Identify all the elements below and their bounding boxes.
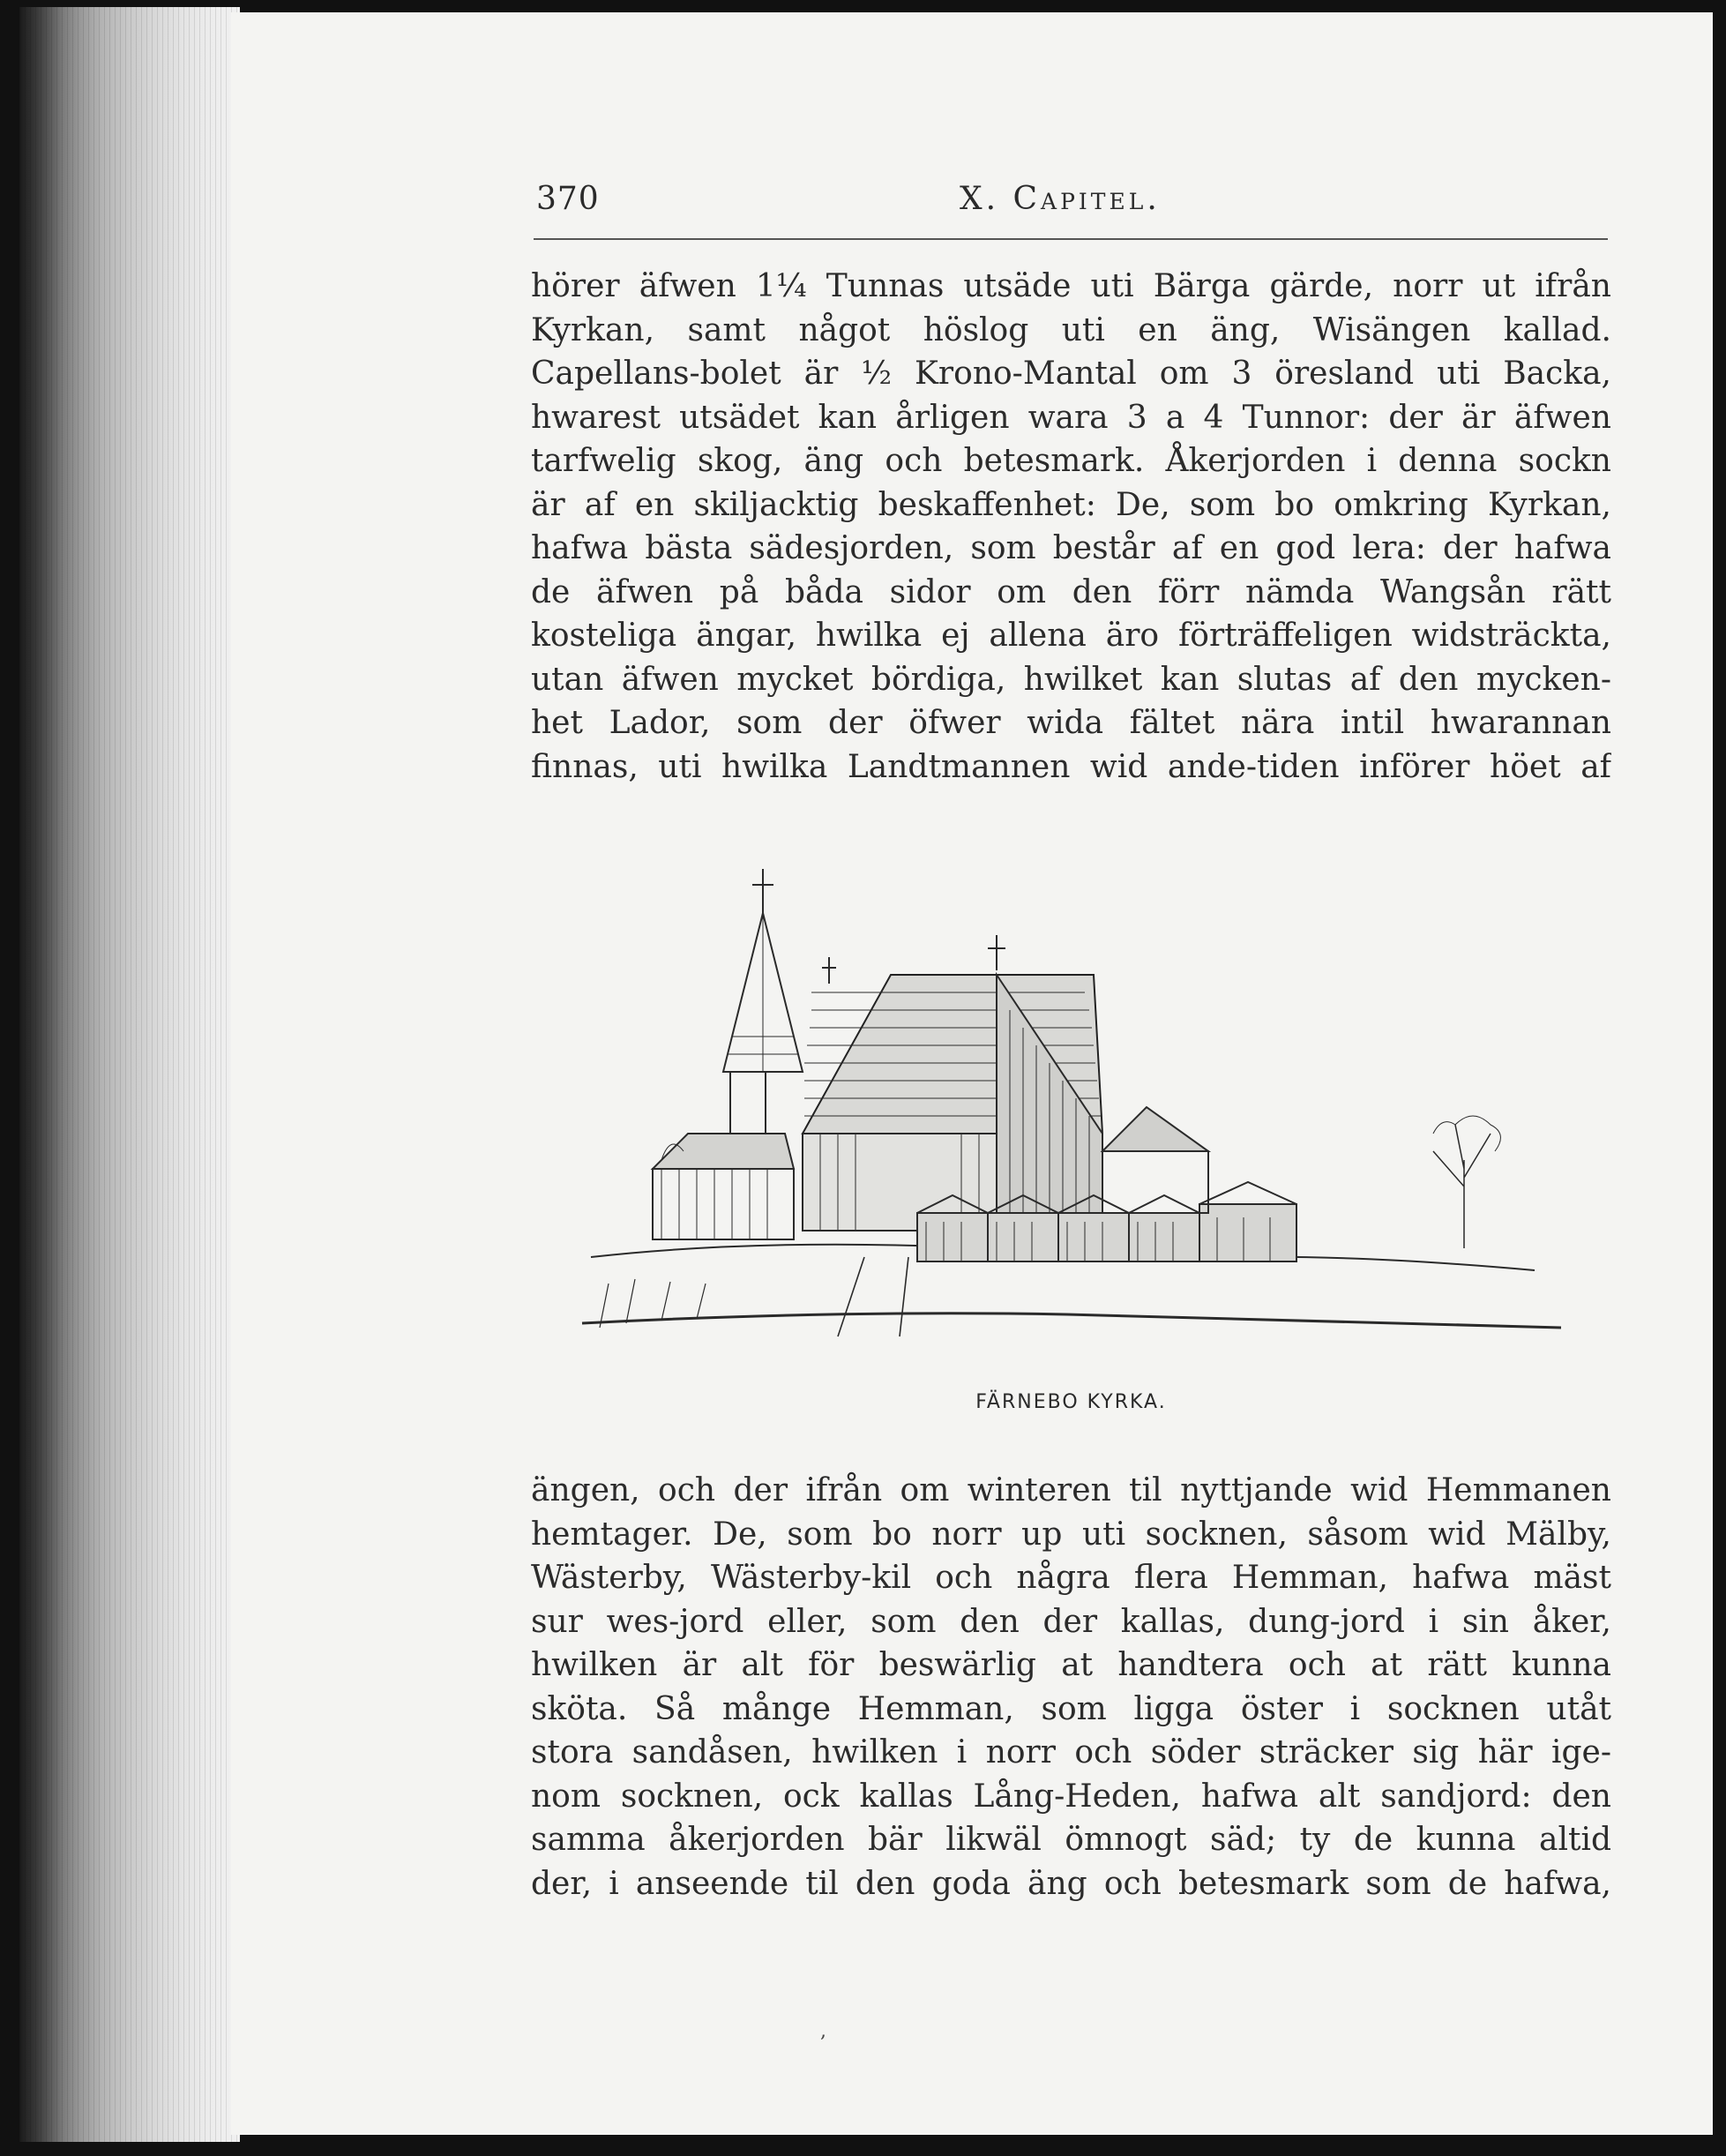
text-line: utan äfwen mycket bördiga, hwilket kan slutas af den mycken-: [531, 661, 1611, 698]
text-line: hemtager. De, som bo norr up uti socknen, såsom wid Mälby,: [531, 1516, 1611, 1553]
text-line: de äfwen på båda sidor om den förr nämda Wangsån rätt: [531, 573, 1611, 610]
text-line: Wästerby, Wästerby-kil och några flera Hemman, hafwa mäst: [531, 1560, 1611, 1596]
figure-caption: FÄRNEBO KYRKA.: [975, 1391, 1167, 1413]
text-line: hwarest utsädet kan årligen wara 3 a 4 Tunnor: der är äfwen: [531, 399, 1611, 436]
page-number: 370: [536, 181, 600, 217]
text-line: Kyrkan, samt något höslog uti en äng, Wisängen kallad.: [531, 311, 1611, 348]
text-line: sköta. Så månge Hemman, som ligga öster i socknen utåt: [531, 1690, 1611, 1727]
header-rule: [534, 238, 1608, 240]
text-line: är af en skiljacktig beskaffenhet: De, som bo omkring Kyrkan,: [531, 486, 1611, 523]
text-line: het Lador, som der öfwer wida fältet nära intil hwarannan: [531, 705, 1611, 741]
text-line: der, i anseende til den goda äng och betesmark som de hafwa,: [531, 1865, 1611, 1902]
text-line: hörer äfwen 1¼ Tunnas utsäde uti Bärga gärde, norr ut ifrån: [531, 268, 1611, 304]
text-line: nom socknen, ock kallas Lång-Heden, hafwa alt sandjord: den: [531, 1778, 1611, 1815]
text-line: Capellans-bolet är ½ Krono-Mantal om 3 öresland uti Backa,: [531, 356, 1611, 392]
footer-mark: ,: [820, 2020, 826, 2042]
text-line: finnas, uti hwilka Landtmannen wid ande-tiden införer höet af: [531, 748, 1611, 785]
text-line: hafwa bästa sädesjorden, som består af en god lera: der hafwa: [531, 530, 1611, 566]
text-line: sur wes-jord eller, som den der kallas, dung-jord i sin åker,: [531, 1603, 1611, 1640]
body-text-bottom: [531, 1469, 1611, 1905]
running-header: [536, 181, 1608, 234]
text-line: hwilken är alt för beswärlig at handtera och at rätt kunna: [531, 1647, 1611, 1683]
chapter-title: X. Capitel.: [960, 181, 1161, 217]
text-line: ängen, och der ifrån om winteren til nyttjande wid Hemmanen: [531, 1472, 1611, 1508]
text-line: tarfwelig skog, äng och betesmark. Åkerjorden i denna sockn: [531, 443, 1611, 479]
text-line: kosteliga ängar, hwilka ej allena äro förträffeligen widsträckta,: [531, 618, 1611, 654]
book-page-edge-lines: [19, 7, 240, 2142]
text-line: stora sandåsen, hwilken i norr och söder sträcker sig här ige-: [531, 1734, 1611, 1770]
text-line: samma åkerjorden bär likwäl ömnogt säd; ty de kunna altid: [531, 1822, 1611, 1858]
body-text-top: [531, 265, 1611, 789]
church-illustration: [573, 869, 1574, 1381]
